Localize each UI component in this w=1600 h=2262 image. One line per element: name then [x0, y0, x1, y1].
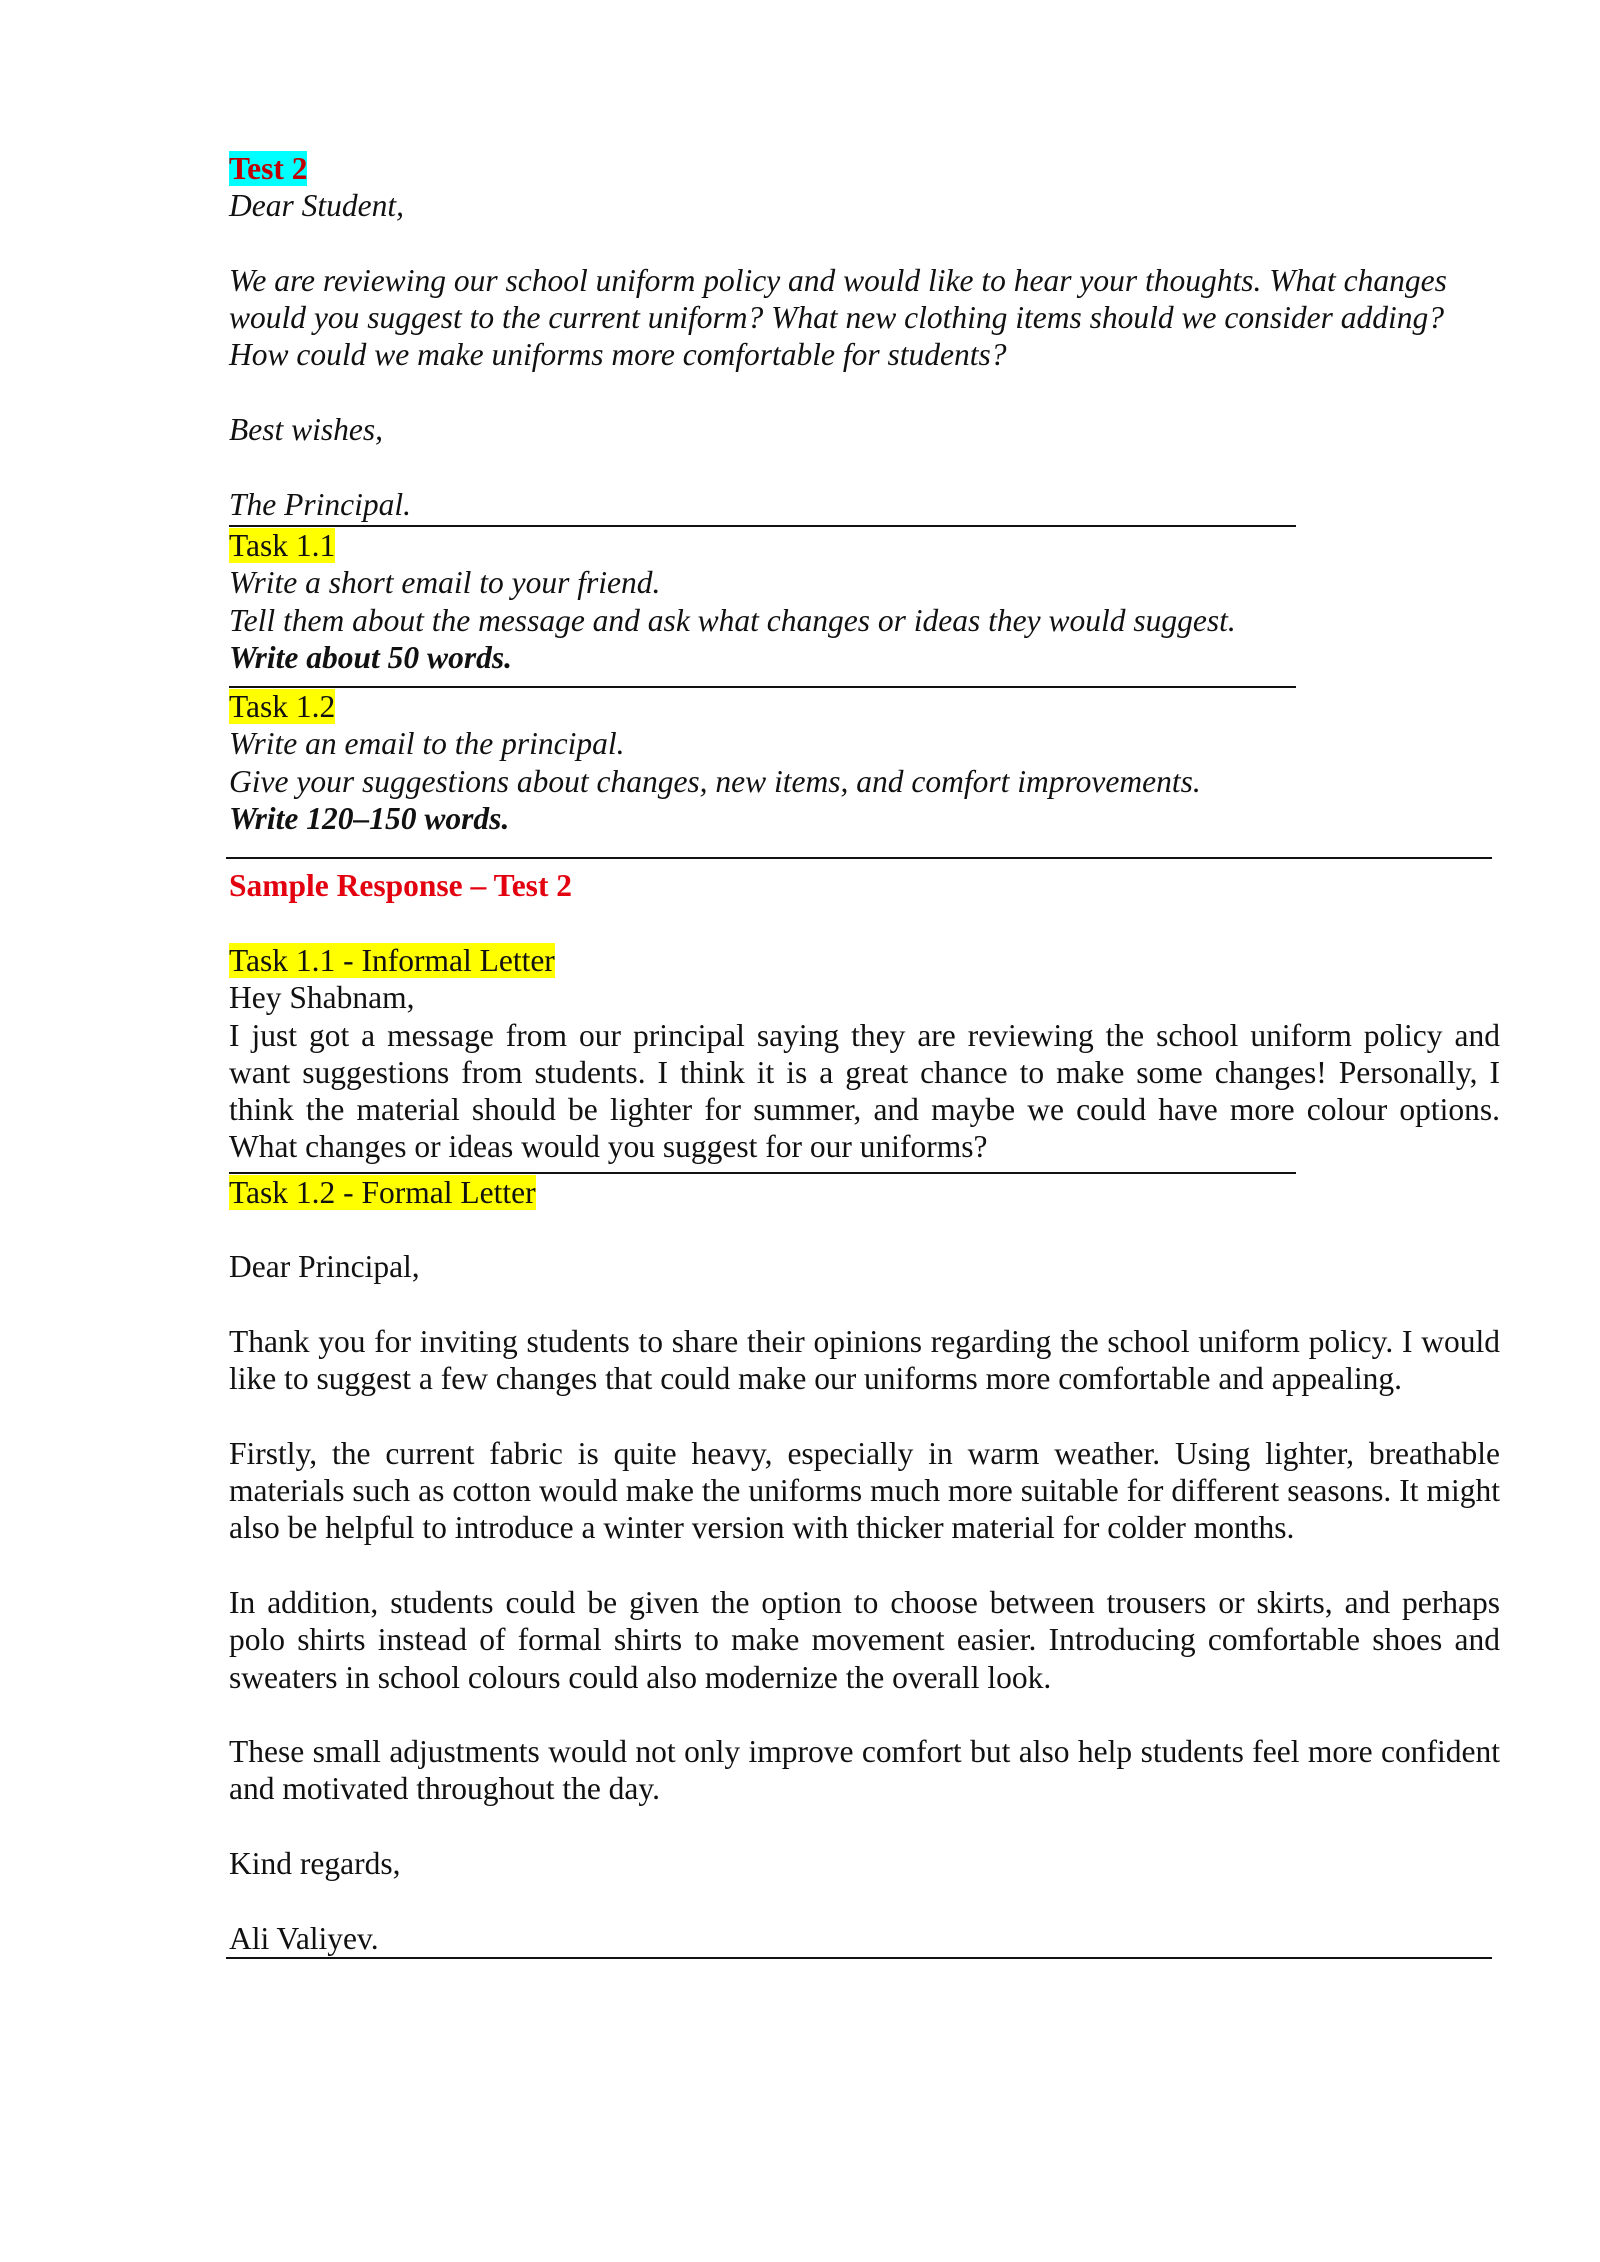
prompt-signature: The Principal. — [229, 486, 411, 522]
sample-heading: Sample Response – Test 2 — [229, 868, 573, 904]
task-1-2-line2: Give your suggestions about changes, new items, and comfort improvements. — [229, 763, 1201, 799]
formal-label-text: Task 1.2 - Formal Letter — [229, 1174, 536, 1210]
formal-paragraph: These small adjustments would not only improve comfort but also help students feel more confident and motivated throughout the day. — [229, 1734, 1500, 1807]
task-1-1-word-count: Write about 50 words. — [229, 639, 512, 675]
formal-greeting: Dear Principal, — [229, 1249, 420, 1285]
formal-paragraph: Thank you for inviting students to share their opinions regarding the school uniform policy. I would like to suggest a few changes that could make our uniforms more comfortable and appealing. — [229, 1323, 1500, 1397]
prompt-closing: Best wishes, — [229, 412, 383, 448]
formal-label — [229, 1174, 1500, 1211]
signature-block — [229, 1920, 1500, 1957]
formal-signature: Ali Valiyev. — [229, 1920, 379, 1956]
task-1-1-label-text: Task 1.1 — [229, 527, 336, 563]
task-1-2-word-count: Write 120–150 words. — [229, 801, 510, 837]
task-1-1-line1: Write a short email to your friend. — [229, 565, 661, 601]
informal-label — [229, 942, 1500, 979]
task-1-2-label — [229, 688, 1500, 725]
test-label-text: Test 2 — [229, 151, 308, 186]
formal-closing: Kind regards, — [229, 1846, 401, 1882]
task-1-2-line1: Write an email to the principal. — [229, 726, 625, 762]
task-1-2-label-text: Task 1.2 — [229, 689, 336, 725]
prompt-salutation: Dear Student, — [229, 188, 404, 224]
task-1-1-label — [229, 527, 1500, 564]
formal-paragraph: In addition, students could be given the option to choose between trousers or skirts, and perhaps polo shirts instead of formal shirts to make movement easier. Introducing comfortable shoes and sweaters in school colours could also modernize the overall look. — [229, 1584, 1500, 1695]
informal-greeting: Hey Shabnam, — [229, 980, 415, 1016]
formal-paragraph: Firstly, the current fabric is quite heavy, especially in warm weather. Using lighter, breathable materials such as cotton would make the uniforms much more suitable for different seasons. It might also be helpful to introduce a winter version with thicker material for colder months. — [229, 1435, 1500, 1546]
prompt-body: We are reviewing our school uniform policy and would like to hear your thoughts. What changes would you suggest to the current uniform? What new clothing items should we consider adding? How could we make uniforms more comfortable for students? — [229, 262, 1447, 373]
informal-label-text: Task 1.1 - Informal Letter — [229, 942, 555, 978]
informal-body: I just got a message from our principal saying they are reviewing the school uniform policy and want suggestions from students. I think it is a great chance to make some changes! Personally, I think the material should be lighter for summer, and maybe we could have more colour options. What changes or ideas would you suggest for our uniforms? — [229, 1017, 1500, 1165]
signature-rule — [226, 1957, 1492, 1959]
test-label — [229, 150, 1500, 187]
task-1-1-line2: Tell them about the message and ask what changes or ideas they would suggest. — [229, 602, 1236, 638]
